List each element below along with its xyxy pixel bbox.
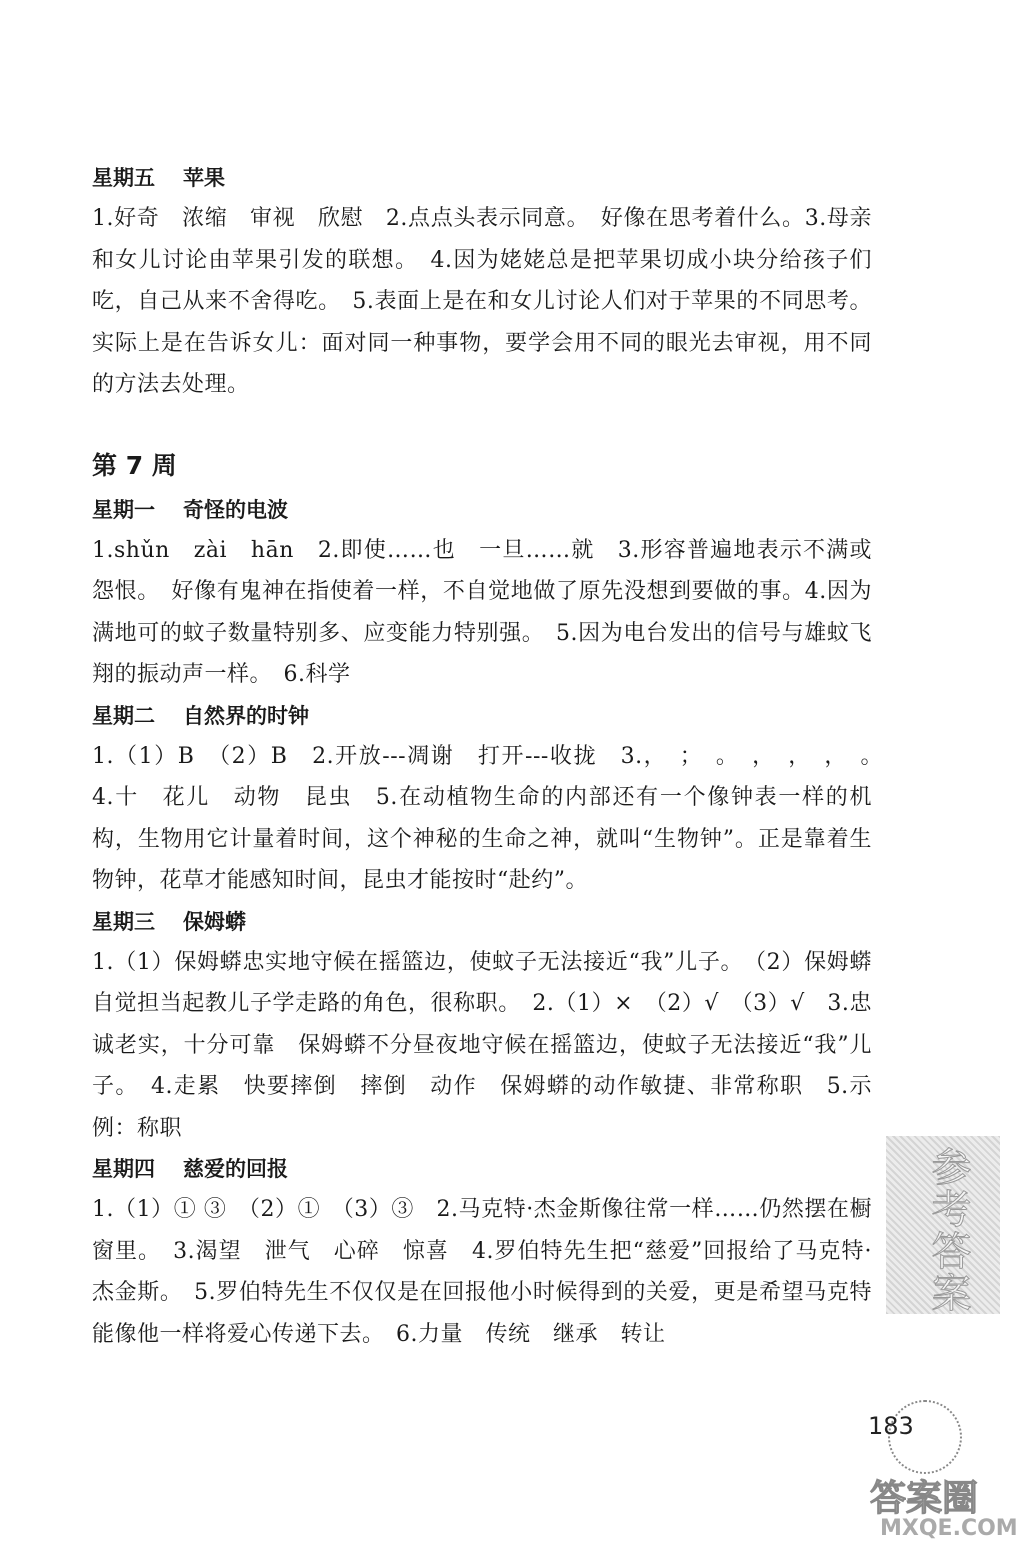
section-heading-monday <box>92 490 872 530</box>
reference-answer-tab <box>886 1136 1000 1314</box>
section-title: 奇怪的电波 <box>183 497 288 522</box>
answer-paragraph-thursday: 1.（1）① ③ （2）① （3）③ 2.马克特·杰金斯像往常一样……仍然摆在橱窗里。 3.渴望 泄气 心碎 惊喜 4.罗伯特先生把“慈爱”回报给了马克特·杰金斯。 5.罗伯特先生不仅仅是在回报他小时候得到的关爱，更是希望马克特能像他一样将爱心传递下去。 6.力量 传统 继承 转让 <box>92 1197 872 1347</box>
day-label: 星期二 <box>92 703 155 728</box>
tab-label: 参考答案 <box>925 1146 971 1314</box>
answer-paragraph-friday: 1.好奇 浓缩 审视 欣慰 2.点点头表示同意。 好像在思考着什么。3.母亲和女儿讨论由苹果引发的联想。 4.因为姥姥总是把苹果切成小块分给孩子们吃，自己从来不舍得吃。 5.表面上是在和女儿讨论人们对于苹果的不同思考。实际上是在告诉女儿：面对同一种事物，要学会用不同的眼光去审视，用不同的方法去处理。 <box>92 206 872 397</box>
week-title: 第 7 周 <box>92 450 177 480</box>
section-heading-tuesday <box>92 696 872 736</box>
answer-paragraph-wednesday: 1.（1）保姆蟒忠实地守候在摇篮边，使蚊子无法接近“我”儿子。 （2）保姆蟒自觉担当起教儿子学走路的角色，很称职。 2.（1）× （2）√ （3）√ 3.忠诚老实，十分可靠 保姆蟒不分昼夜地守候在摇篮边，使蚊子无法接近“我”儿子。 4.走累 快要摔倒 摔倒 动作 保姆蟒的动作敏捷、非常称职 5.示例：称职 <box>92 949 872 1141</box>
watermark-url: MXQE.COM <box>880 1516 1018 1541</box>
watermark-logo: 答案圈 <box>870 1478 979 1519</box>
section-title: 苹果 <box>183 166 225 190</box>
page-number: 183 <box>868 1412 914 1440</box>
answer-paragraph-monday: 1.shǔn zài hān 2.即使……也 一旦……就 3.形容普遍地表示不满或怨恨。 好像有鬼神在指使着一样，不自觉地做了原先没想到要做的事。4.因为满地可的蚊子数量特别多、应变能力特别强。 5.因为电台发出的信号与雄蚊飞翔的振动声一样。 6.科学 <box>92 537 872 687</box>
answer-content <box>92 158 895 1355</box>
section-heading-friday <box>92 158 872 198</box>
day-label: 星期五 <box>92 166 155 190</box>
answer-paragraph-tuesday: 1.（1）B （2）B 2.开放---凋谢 打开---收拢 3.， ； 。 ， ， ， 。 4.十 花儿 动物 昆虫 5.在动植物生命的内部还有一个像钟表一样的机构，生物用它计量着时间，这个神秘的生命之神，就叫“生物钟”。正是靠着生物钟，花草才能感知时间，昆虫才能按时“赴约”。 <box>92 743 895 893</box>
day-label: 星期一 <box>92 497 155 522</box>
section-title: 保姆蟒 <box>183 909 246 934</box>
section-title: 慈爱的回报 <box>183 1157 288 1181</box>
day-label: 星期三 <box>92 909 155 934</box>
section-heading-wednesday <box>92 902 872 942</box>
section-title: 自然界的时钟 <box>183 703 309 728</box>
section-heading-thursday <box>92 1149 872 1189</box>
day-label: 星期四 <box>92 1157 155 1181</box>
